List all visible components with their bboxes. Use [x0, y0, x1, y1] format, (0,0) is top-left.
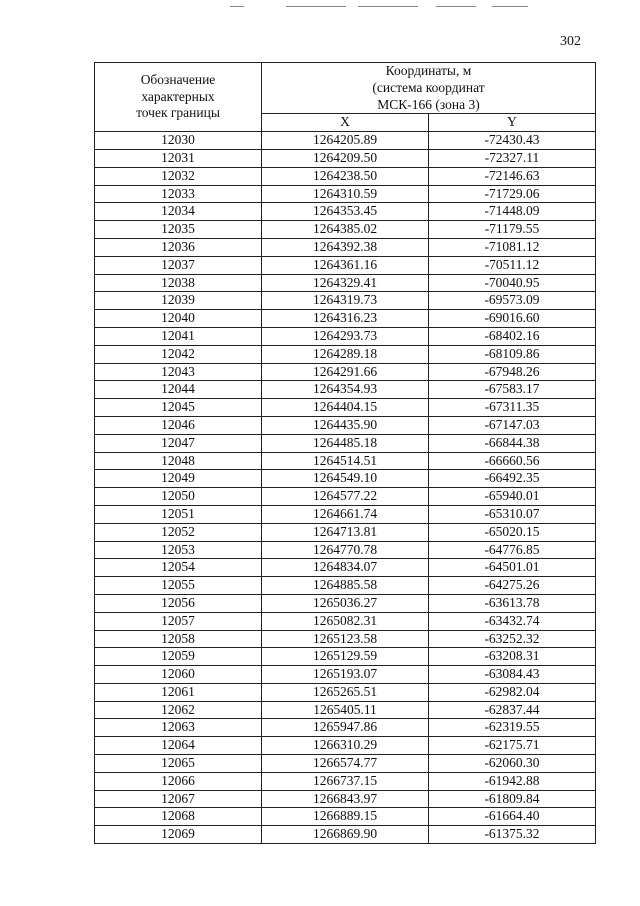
table-row: [95, 808, 596, 826]
point-id-cell: 12059: [95, 648, 262, 666]
point-id-cell: 12034: [95, 203, 262, 221]
x-coordinate-cell: 1265405.11: [262, 701, 429, 719]
coords-label-line: (система координат: [372, 79, 485, 95]
table-row: [95, 541, 596, 559]
table-row: [95, 701, 596, 719]
table-row: [95, 737, 596, 755]
x-coordinate-cell: 1264549.10: [262, 470, 429, 488]
point-label-header: [95, 63, 262, 132]
x-coordinate-cell: 1264354.93: [262, 381, 429, 399]
table-row: [95, 416, 596, 434]
point-id-cell: 12050: [95, 488, 262, 506]
y-coordinate-cell: -67311.35: [429, 399, 596, 417]
coordinates-table: [94, 62, 596, 844]
table-row: [95, 648, 596, 666]
y-coordinate-cell: -72146.63: [429, 167, 596, 185]
x-coordinate-cell: 1264514.51: [262, 452, 429, 470]
point-id-cell: 12067: [95, 790, 262, 808]
point-id-cell: 12035: [95, 221, 262, 239]
point-id-cell: 12051: [95, 505, 262, 523]
point-id-cell: 12055: [95, 577, 262, 595]
y-coordinate-cell: -69016.60: [429, 310, 596, 328]
y-coordinate-cell: -63208.31: [429, 648, 596, 666]
coordinates-header: [262, 63, 596, 114]
table-row: [95, 523, 596, 541]
x-coordinate-cell: 1264293.73: [262, 327, 429, 345]
table-row: [95, 399, 596, 417]
point-id-cell: 12049: [95, 470, 262, 488]
coords-label-line: МСК-166 (зона 3): [377, 96, 480, 112]
x-coordinate-cell: 1266889.15: [262, 808, 429, 826]
col-y-header: Y: [429, 114, 596, 132]
point-id-cell: 12062: [95, 701, 262, 719]
table-row: [95, 256, 596, 274]
y-coordinate-cell: -61664.40: [429, 808, 596, 826]
x-coordinate-cell: 1264435.90: [262, 416, 429, 434]
x-coordinate-cell: 1264404.15: [262, 399, 429, 417]
table-row: [95, 327, 596, 345]
x-coordinate-cell: 1264713.81: [262, 523, 429, 541]
table-row: [95, 274, 596, 292]
y-coordinate-cell: -62175.71: [429, 737, 596, 755]
point-id-cell: 12061: [95, 683, 262, 701]
table-row: [95, 505, 596, 523]
y-coordinate-cell: -63084.43: [429, 666, 596, 684]
x-coordinate-cell: 1264885.58: [262, 577, 429, 595]
y-coordinate-cell: -72430.43: [429, 132, 596, 150]
y-coordinate-cell: -70511.12: [429, 256, 596, 274]
point-id-cell: 12032: [95, 167, 262, 185]
table-body: [95, 132, 596, 844]
point-label-line: точек границы: [136, 105, 220, 121]
point-id-cell: 12031: [95, 149, 262, 167]
point-id-cell: 12054: [95, 559, 262, 577]
point-id-cell: 12066: [95, 772, 262, 790]
x-coordinate-cell: 1266869.90: [262, 826, 429, 844]
table-row: [95, 488, 596, 506]
y-coordinate-cell: -68402.16: [429, 327, 596, 345]
x-coordinate-cell: 1264291.66: [262, 363, 429, 381]
x-coordinate-cell: 1264385.02: [262, 221, 429, 239]
x-coordinate-cell: 1264770.78: [262, 541, 429, 559]
x-coordinate-cell: 1266737.15: [262, 772, 429, 790]
y-coordinate-cell: -66492.35: [429, 470, 596, 488]
y-coordinate-cell: -67147.03: [429, 416, 596, 434]
x-coordinate-cell: 1264316.23: [262, 310, 429, 328]
y-coordinate-cell: -65020.15: [429, 523, 596, 541]
point-id-cell: 12040: [95, 310, 262, 328]
table-row: [95, 345, 596, 363]
table-row: [95, 167, 596, 185]
y-coordinate-cell: -62319.55: [429, 719, 596, 737]
point-id-cell: 12058: [95, 630, 262, 648]
x-coordinate-cell: 1265123.58: [262, 630, 429, 648]
x-coordinate-cell: 1265947.86: [262, 719, 429, 737]
top-rule-2: [286, 6, 346, 7]
y-coordinate-cell: -71448.09: [429, 203, 596, 221]
x-coordinate-cell: 1264329.41: [262, 274, 429, 292]
y-coordinate-cell: -71729.06: [429, 185, 596, 203]
col-x-header: X: [262, 114, 429, 132]
y-coordinate-cell: -63432.74: [429, 612, 596, 630]
x-coordinate-cell: 1264209.50: [262, 149, 429, 167]
y-coordinate-cell: -70040.95: [429, 274, 596, 292]
x-coordinate-cell: 1266310.29: [262, 737, 429, 755]
table-row: [95, 149, 596, 167]
x-coordinate-cell: 1264834.07: [262, 559, 429, 577]
x-coordinate-cell: 1264577.22: [262, 488, 429, 506]
y-coordinate-cell: -71081.12: [429, 238, 596, 256]
top-rule-4: [436, 6, 476, 7]
point-id-cell: 12033: [95, 185, 262, 203]
table-row: [95, 238, 596, 256]
point-id-cell: 12041: [95, 327, 262, 345]
table-row: [95, 790, 596, 808]
point-id-cell: 12046: [95, 416, 262, 434]
x-coordinate-cell: 1264205.89: [262, 132, 429, 150]
header-row-1: [95, 63, 596, 114]
table-row: [95, 683, 596, 701]
x-coordinate-cell: 1264485.18: [262, 434, 429, 452]
point-id-cell: 12057: [95, 612, 262, 630]
y-coordinate-cell: -63252.32: [429, 630, 596, 648]
point-label-line: Обозначение: [140, 71, 216, 87]
point-id-cell: 12068: [95, 808, 262, 826]
point-id-cell: 12037: [95, 256, 262, 274]
table-row: [95, 221, 596, 239]
top-rule-3: [358, 6, 418, 7]
top-rule-5: [492, 6, 528, 7]
x-coordinate-cell: 1264353.45: [262, 203, 429, 221]
point-id-cell: 12060: [95, 666, 262, 684]
point-id-cell: 12065: [95, 755, 262, 773]
table-row: [95, 772, 596, 790]
y-coordinate-cell: -72327.11: [429, 149, 596, 167]
y-coordinate-cell: -65940.01: [429, 488, 596, 506]
top-rule-1: [230, 6, 244, 7]
point-id-cell: 12069: [95, 826, 262, 844]
table-row: [95, 381, 596, 399]
x-coordinate-cell: 1266843.97: [262, 790, 429, 808]
y-coordinate-cell: -66660.56: [429, 452, 596, 470]
x-coordinate-cell: 1265129.59: [262, 648, 429, 666]
point-id-cell: 12047: [95, 434, 262, 452]
point-id-cell: 12045: [95, 399, 262, 417]
point-id-cell: 12064: [95, 737, 262, 755]
point-id-cell: 12048: [95, 452, 262, 470]
y-coordinate-cell: -61375.32: [429, 826, 596, 844]
point-id-cell: 12052: [95, 523, 262, 541]
point-id-cell: 12063: [95, 719, 262, 737]
page-number: 302: [560, 34, 581, 49]
x-coordinate-cell: 1264361.16: [262, 256, 429, 274]
table-row: [95, 292, 596, 310]
table-row: [95, 185, 596, 203]
table-row: [95, 577, 596, 595]
table-row: [95, 470, 596, 488]
table-row: [95, 452, 596, 470]
y-coordinate-cell: -69573.09: [429, 292, 596, 310]
point-id-cell: 12039: [95, 292, 262, 310]
y-coordinate-cell: -61942.88: [429, 772, 596, 790]
y-coordinate-cell: -64275.26: [429, 577, 596, 595]
table-row: [95, 594, 596, 612]
y-coordinate-cell: -62982.04: [429, 683, 596, 701]
point-id-cell: 12038: [95, 274, 262, 292]
y-coordinate-cell: -71179.55: [429, 221, 596, 239]
coords-label-line: Координаты, м: [385, 63, 472, 78]
y-coordinate-cell: -61809.84: [429, 790, 596, 808]
table-row: [95, 310, 596, 328]
y-coordinate-cell: -65310.07: [429, 505, 596, 523]
x-coordinate-cell: 1266574.77: [262, 755, 429, 773]
x-coordinate-cell: 1265265.51: [262, 683, 429, 701]
y-coordinate-cell: -67948.26: [429, 363, 596, 381]
point-id-cell: 12030: [95, 132, 262, 150]
y-coordinate-cell: -66844.38: [429, 434, 596, 452]
point-id-cell: 12053: [95, 541, 262, 559]
table-row: [95, 630, 596, 648]
table-row: [95, 826, 596, 844]
x-coordinate-cell: 1264661.74: [262, 505, 429, 523]
y-coordinate-cell: -63613.78: [429, 594, 596, 612]
x-coordinate-cell: 1264319.73: [262, 292, 429, 310]
point-label-line: характерных: [141, 88, 215, 104]
x-coordinate-cell: 1264289.18: [262, 345, 429, 363]
y-coordinate-cell: -67583.17: [429, 381, 596, 399]
y-coordinate-cell: -62837.44: [429, 701, 596, 719]
table-row: [95, 666, 596, 684]
table-row: [95, 612, 596, 630]
point-id-cell: 12042: [95, 345, 262, 363]
x-coordinate-cell: 1264238.50: [262, 167, 429, 185]
table-row: [95, 559, 596, 577]
y-coordinate-cell: -64501.01: [429, 559, 596, 577]
x-coordinate-cell: 1265082.31: [262, 612, 429, 630]
point-id-cell: 12044: [95, 381, 262, 399]
table-row: [95, 434, 596, 452]
point-id-cell: 12043: [95, 363, 262, 381]
table-row: [95, 755, 596, 773]
table-row: [95, 132, 596, 150]
x-coordinate-cell: 1265036.27: [262, 594, 429, 612]
table-row: [95, 203, 596, 221]
x-coordinate-cell: 1264310.59: [262, 185, 429, 203]
table-row: [95, 719, 596, 737]
point-id-cell: 12036: [95, 238, 262, 256]
y-coordinate-cell: -64776.85: [429, 541, 596, 559]
y-coordinate-cell: -62060.30: [429, 755, 596, 773]
table-row: [95, 363, 596, 381]
point-id-cell: 12056: [95, 594, 262, 612]
x-coordinate-cell: 1265193.07: [262, 666, 429, 684]
x-coordinate-cell: 1264392.38: [262, 238, 429, 256]
y-coordinate-cell: -68109.86: [429, 345, 596, 363]
